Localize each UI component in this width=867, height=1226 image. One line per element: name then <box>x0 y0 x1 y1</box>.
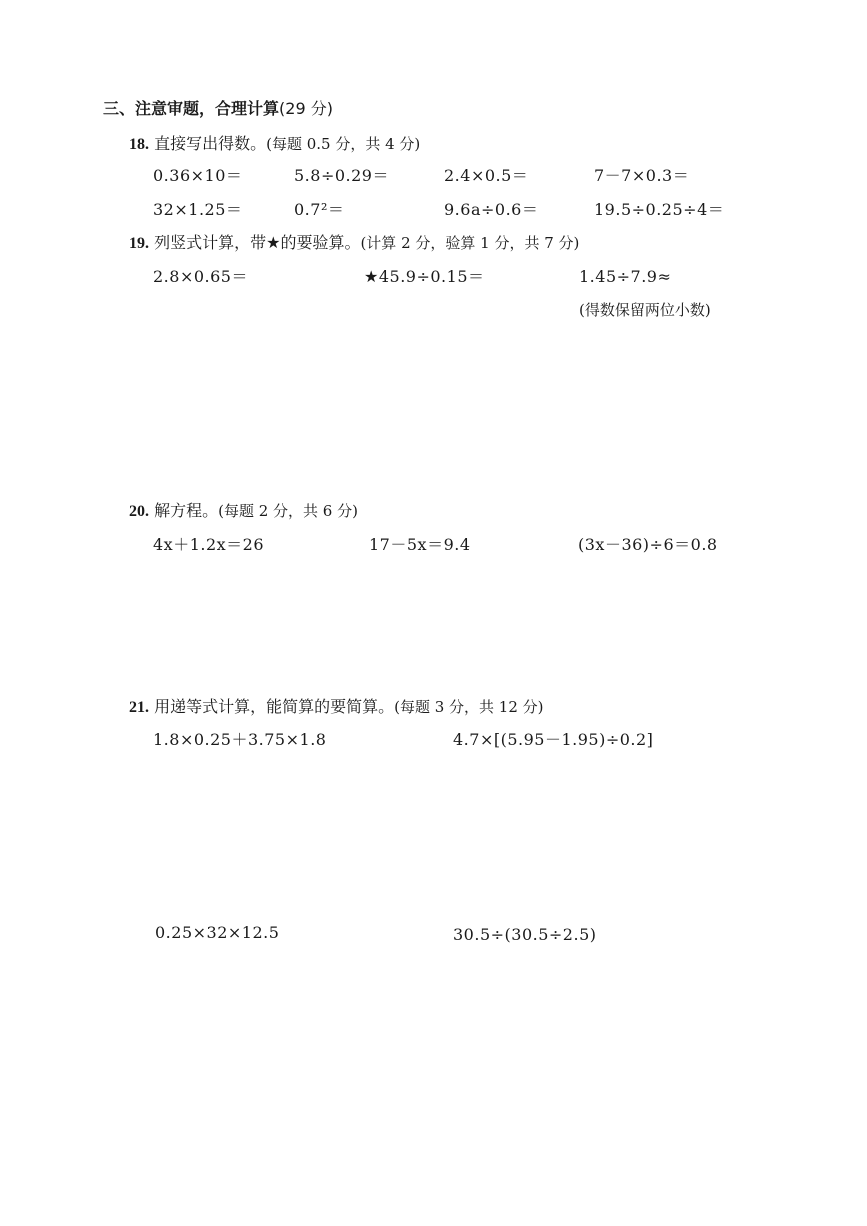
q21-item-1: 1.8×0.25＋3.75×1.8 <box>153 730 327 749</box>
q18-item-3: 2.4×0.5＝ <box>444 166 529 185</box>
q18-note: (每题 0.5 分，共 4 分) <box>266 135 421 153</box>
q19-item-3: 1.45÷7.9≈ <box>579 267 672 286</box>
q18-number: 18. <box>129 136 149 153</box>
q19-title: 列竖式计算，带★的要验算。 <box>154 233 361 252</box>
q18-item-8: 19.5÷0.25÷4＝ <box>594 200 725 219</box>
q20-item-2: 17－5x＝9.4 <box>369 535 471 554</box>
q19-item-2: ★45.9÷0.15＝ <box>364 267 485 286</box>
q18-item-1: 0.36×10＝ <box>153 166 243 185</box>
section-header <box>103 99 333 119</box>
section-points: (29 分) <box>279 99 333 118</box>
q18-item-4: 7－7×0.3＝ <box>594 166 690 185</box>
q21-note: (每题 3 分，共 12 分) <box>394 698 544 716</box>
q18-title: 直接写出得数。 <box>154 134 267 153</box>
q20-number: 20. <box>129 503 149 520</box>
q21-number: 21. <box>129 699 149 716</box>
q19-item-1: 2.8×0.65＝ <box>153 267 248 286</box>
q20-item-3: (3x－36)÷6＝0.8 <box>578 535 718 554</box>
q19-hint: (得数保留两位小数) <box>579 301 711 319</box>
q18-item-6: 0.7²＝ <box>294 200 345 219</box>
q21-title: 用递等式计算，能简算的要简算。 <box>154 697 395 716</box>
q21-item-3: 0.25×32×12.5 <box>155 923 280 942</box>
section-title: 三、注意审题，合理计算 <box>103 99 280 118</box>
q18-item-2: 5.8÷0.29＝ <box>294 166 389 185</box>
q20-note: (每题 2 分，共 6 分) <box>218 502 358 520</box>
q18-item-7: 9.6a÷0.6＝ <box>444 200 539 219</box>
q18-heading <box>129 134 420 155</box>
q21-item-2: 4.7×[(5.95－1.95)÷0.2] <box>453 730 654 749</box>
q19-number: 19. <box>129 235 149 252</box>
q20-heading <box>129 501 358 522</box>
q20-item-1: 4x＋1.2x＝26 <box>153 535 265 554</box>
q19-note: (计算 2 分，验算 1 分，共 7 分) <box>360 234 580 252</box>
q21-item-4: 30.5÷(30.5÷2.5) <box>453 925 597 944</box>
q19-heading <box>129 233 579 254</box>
q20-title: 解方程。 <box>154 501 219 520</box>
q21-heading <box>129 697 544 718</box>
q18-item-5: 32×1.25＝ <box>153 200 243 219</box>
